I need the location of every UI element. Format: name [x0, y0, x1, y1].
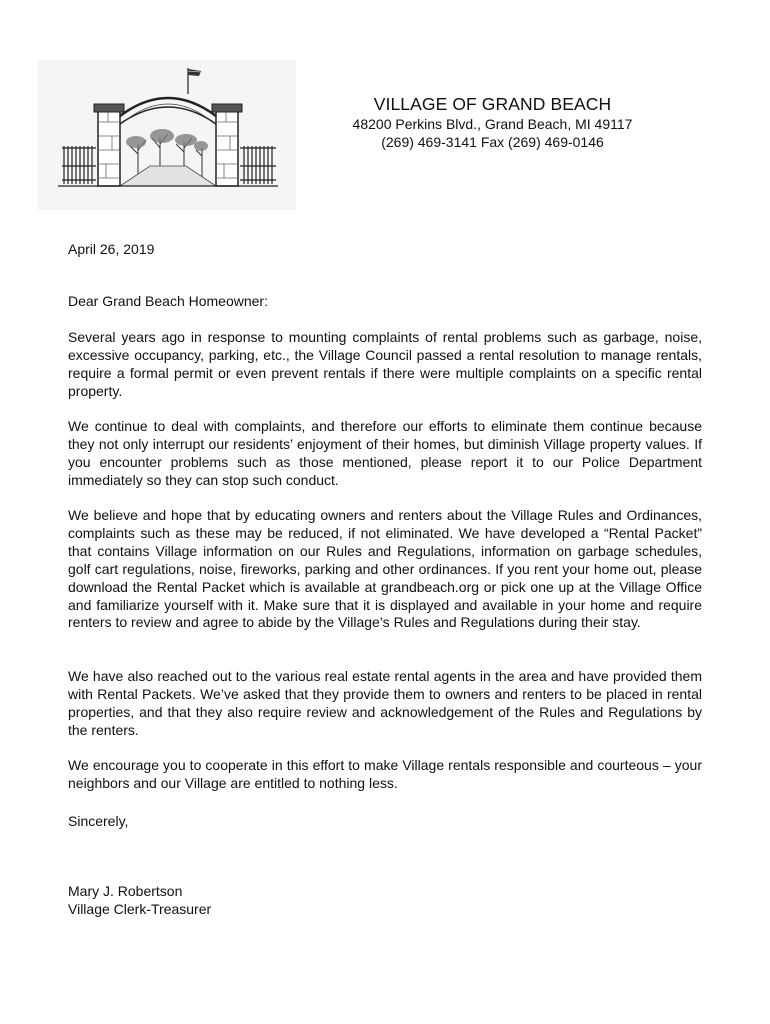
gate-illustration — [38, 60, 296, 210]
village-phone-fax: (269) 469-3141 Fax (269) 469-0146 — [381, 134, 604, 150]
signature-block — [68, 882, 211, 918]
signer-name: Mary J. Robertson — [68, 883, 183, 899]
letter-paragraph: Several years ago in response to mounting complaints of rental problems such as garbage, noise, excessive occupancy, parking, etc., the Village Council passed a rental resolution to manage rentals, require a formal permit or even prevent rentals if there were multiple complaints on a specific rental property. — [68, 329, 702, 399]
letter-paragraph: We believe and hope that by educating owners and renters about the Village Rules and Ordinances, complaints such as these may be reduced, if not eliminated. We have developed a “Rental Packet” that contains Village information on our Rules and Regulations, information on garbage schedules, golf cart regulations, noise, fireworks, parking and other ordinances. If you rent your home out, please download the Rental Packet which is available at grandbeach.org or pick one up at the Village Office and familiarize yourself with it. Make sure that it is displayed and available in your home and require renters to review and agree to abide by the Village’s Rules and Regulations during their stay. — [68, 507, 702, 631]
letter-paragraph: We have also reached out to the various real estate rental agents in the area and have provided them with Rental Packets. We’ve asked that they provide them to owners and renters to be placed in rental properties, and that they also require review and acknowledgement of the Rules and Regulations by the renters. — [68, 668, 702, 738]
letter-paragraph: We encourage you to cooperate in this effort to make Village rentals responsible and courteous – your neighbors and our Village are entitled to nothing less. — [68, 757, 702, 791]
letter-closing: Sincerely, — [68, 813, 129, 829]
letter-date: April 26, 2019 — [68, 241, 155, 257]
letter-salutation: Dear Grand Beach Homeowner: — [68, 293, 268, 309]
signer-title: Village Clerk-Treasurer — [68, 901, 212, 917]
village-gate-logo — [38, 60, 296, 210]
village-address: 48200 Perkins Blvd., Grand Beach, MI 49117 — [352, 116, 633, 132]
village-name-heading: VILLAGE OF GRAND BEACH — [373, 94, 612, 114]
letter-paragraph: We continue to deal with complaints, and therefore our efforts to eliminate them continue because they not only interrupt our residents’ enjoyment of their homes, but diminish Village property values. If you encounter problems such as those mentioned, please report it to our Police Department immediately so they can stop such conduct. — [68, 418, 702, 488]
letterhead — [325, 93, 660, 151]
